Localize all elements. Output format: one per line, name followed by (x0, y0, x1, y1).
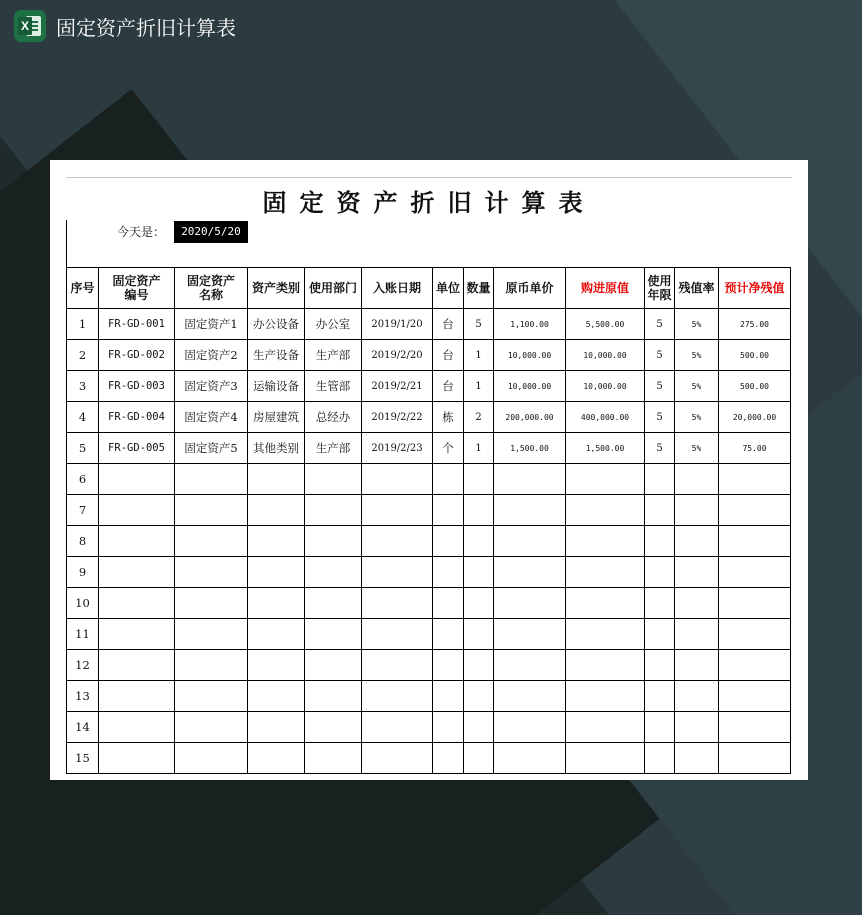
table-cell[interactable] (464, 619, 494, 650)
table-cell[interactable]: 1 (67, 309, 99, 340)
table-cell[interactable]: FR-GD-004 (99, 402, 175, 433)
table-cell[interactable]: 5% (675, 433, 719, 464)
table-cell[interactable] (248, 619, 305, 650)
table-cell[interactable] (464, 495, 494, 526)
table-row (67, 681, 791, 712)
table-cell[interactable] (566, 650, 645, 681)
spreadsheet-page (50, 160, 808, 780)
table-cell[interactable]: 房屋建筑 (248, 402, 305, 433)
table-cell[interactable]: 6 (67, 464, 99, 495)
table-cell[interactable] (248, 557, 305, 588)
table-cell[interactable] (305, 526, 362, 557)
table-cell[interactable] (248, 650, 305, 681)
table-cell[interactable] (645, 526, 675, 557)
table-cell[interactable] (362, 557, 433, 588)
table-cell[interactable] (464, 681, 494, 712)
table-cell[interactable]: 运输设备 (248, 371, 305, 402)
table-cell[interactable] (645, 681, 675, 712)
table-cell[interactable] (175, 495, 248, 526)
table-cell[interactable] (175, 464, 248, 495)
table-cell[interactable]: 生产设备 (248, 340, 305, 371)
table-cell[interactable] (566, 743, 645, 774)
table-cell[interactable] (305, 743, 362, 774)
column-header[interactable] (494, 268, 566, 309)
column-header[interactable] (645, 268, 675, 309)
table-row (67, 743, 791, 774)
table-cell[interactable] (99, 712, 175, 743)
table-cell[interactable]: 400,000.00 (566, 402, 645, 433)
app-title: 固定资产折旧计算表 (56, 15, 236, 40)
table-cell[interactable] (719, 712, 791, 743)
table-cell[interactable]: 总经办 (305, 402, 362, 433)
table-cell[interactable] (433, 681, 464, 712)
column-header[interactable] (67, 268, 99, 309)
table-cell[interactable] (494, 557, 566, 588)
table-cell[interactable] (566, 588, 645, 619)
table-cell[interactable] (719, 681, 791, 712)
table-row (67, 402, 791, 433)
table-cell[interactable]: FR-GD-002 (99, 340, 175, 371)
column-header-text: 入账日期 (372, 281, 421, 295)
table-cell[interactable]: 500.00 (719, 340, 791, 371)
table-cell[interactable] (362, 743, 433, 774)
table-cell[interactable] (645, 619, 675, 650)
table-cell[interactable]: 5 (645, 371, 675, 402)
table-cell[interactable] (305, 557, 362, 588)
table-cell[interactable] (675, 712, 719, 743)
table-cell[interactable] (175, 681, 248, 712)
table-cell[interactable]: 2019/1/20 (362, 309, 433, 340)
table-cell[interactable]: 生产部 (305, 433, 362, 464)
table-cell[interactable]: 2 (464, 402, 494, 433)
table-cell[interactable]: 500.00 (719, 371, 791, 402)
table-cell[interactable] (675, 743, 719, 774)
table-cell[interactable] (175, 588, 248, 619)
table-cell[interactable] (719, 557, 791, 588)
table-cell[interactable] (99, 526, 175, 557)
column-header-text: 固定资产 (186, 274, 235, 288)
table-cell[interactable]: 4 (67, 402, 99, 433)
table-cell[interactable] (362, 588, 433, 619)
table-cell[interactable]: 固定资产1 (175, 309, 248, 340)
table-cell[interactable] (675, 526, 719, 557)
table-cell[interactable] (494, 619, 566, 650)
table-cell[interactable]: 75.00 (719, 433, 791, 464)
table-cell[interactable]: 2019/2/21 (362, 371, 433, 402)
table-cell[interactable] (433, 619, 464, 650)
table-cell[interactable]: 5% (675, 309, 719, 340)
table-cell[interactable] (645, 588, 675, 619)
table-cell[interactable] (675, 650, 719, 681)
table-row (67, 495, 791, 526)
table-cell[interactable]: 9 (67, 557, 99, 588)
column-header-text: 数量 (466, 281, 491, 295)
table-header-row (67, 268, 791, 309)
table-cell[interactable] (494, 588, 566, 619)
table-cell[interactable] (675, 619, 719, 650)
table-cell[interactable]: 台 (433, 340, 464, 371)
table-row (67, 464, 791, 495)
table-cell[interactable] (494, 495, 566, 526)
table-cell[interactable] (645, 557, 675, 588)
table-cell[interactable]: 5 (464, 309, 494, 340)
column-header[interactable] (719, 268, 791, 309)
table-cell[interactable]: 10,000.00 (494, 371, 566, 402)
column-header-text: 预计净残值 (724, 281, 785, 295)
table-cell[interactable]: 2019/2/20 (362, 340, 433, 371)
column-header-text: 编号 (124, 288, 149, 302)
table-cell[interactable] (99, 619, 175, 650)
table-cell[interactable] (433, 464, 464, 495)
table-cell[interactable]: 1,100.00 (494, 309, 566, 340)
table-cell[interactable] (675, 588, 719, 619)
table-cell[interactable] (433, 712, 464, 743)
depreciation-table (66, 267, 791, 774)
table-cell[interactable]: 5 (645, 433, 675, 464)
table-cell[interactable]: 固定资产5 (175, 433, 248, 464)
table-cell[interactable] (99, 557, 175, 588)
table-cell[interactable] (99, 495, 175, 526)
table-cell[interactable] (566, 681, 645, 712)
table-cell[interactable] (248, 681, 305, 712)
table-cell[interactable] (99, 650, 175, 681)
table-cell[interactable] (464, 712, 494, 743)
table-cell[interactable]: 275.00 (719, 309, 791, 340)
table-cell[interactable] (464, 526, 494, 557)
column-header-text: 资产类别 (251, 281, 300, 295)
table-cell[interactable] (248, 495, 305, 526)
column-header[interactable] (566, 268, 645, 309)
table-cell[interactable]: 1 (464, 371, 494, 402)
table-cell[interactable] (305, 650, 362, 681)
column-header[interactable] (362, 268, 433, 309)
table-cell[interactable] (719, 526, 791, 557)
table-cell[interactable] (175, 619, 248, 650)
table-cell[interactable] (305, 681, 362, 712)
column-header[interactable] (433, 268, 464, 309)
table-cell[interactable]: 5 (645, 340, 675, 371)
table-cell[interactable] (675, 464, 719, 495)
table-row (67, 526, 791, 557)
table-cell[interactable] (362, 712, 433, 743)
table-cell[interactable]: 台 (433, 309, 464, 340)
table-cell[interactable] (362, 526, 433, 557)
table-cell[interactable]: 5,500.00 (566, 309, 645, 340)
table-cell[interactable] (675, 557, 719, 588)
table-row (67, 433, 791, 464)
table-cell[interactable] (99, 588, 175, 619)
table-cell[interactable]: 其他类别 (248, 433, 305, 464)
table-cell[interactable]: 10 (67, 588, 99, 619)
table-cell[interactable]: 10,000.00 (566, 371, 645, 402)
table-cell[interactable]: 1,500.00 (494, 433, 566, 464)
table-cell[interactable] (305, 588, 362, 619)
table-cell[interactable]: 台 (433, 371, 464, 402)
table-cell[interactable] (175, 557, 248, 588)
table-cell[interactable]: 固定资产2 (175, 340, 248, 371)
column-header-text: 序号 (70, 281, 95, 295)
table-cell[interactable] (494, 681, 566, 712)
table-cell[interactable] (645, 650, 675, 681)
column-header-text: 单位 (435, 281, 460, 295)
table-cell[interactable] (433, 495, 464, 526)
table-cell[interactable] (362, 681, 433, 712)
table-cell[interactable]: 固定资产3 (175, 371, 248, 402)
table-cell[interactable] (566, 495, 645, 526)
table-cell[interactable] (566, 557, 645, 588)
table-cell[interactable]: 10,000.00 (494, 340, 566, 371)
table-cell[interactable] (464, 464, 494, 495)
table-cell[interactable]: 1,500.00 (566, 433, 645, 464)
table-cell[interactable] (719, 588, 791, 619)
column-header-text: 使用部门 (308, 281, 357, 295)
table-cell[interactable] (645, 743, 675, 774)
table-cell[interactable] (494, 712, 566, 743)
table-cell[interactable]: 生管部 (305, 371, 362, 402)
table-cell[interactable] (305, 464, 362, 495)
table-cell[interactable] (248, 712, 305, 743)
table-cell[interactable] (305, 712, 362, 743)
table-cell[interactable]: 8 (67, 526, 99, 557)
table-cell[interactable]: 5 (645, 309, 675, 340)
table-cell[interactable]: 栋 (433, 402, 464, 433)
column-header[interactable] (675, 268, 719, 309)
table-cell[interactable]: 1 (464, 340, 494, 371)
table-cell[interactable] (248, 464, 305, 495)
table-cell[interactable]: 2019/2/23 (362, 433, 433, 464)
table-cell[interactable]: 15 (67, 743, 99, 774)
table-cell[interactable] (464, 588, 494, 619)
table-cell[interactable]: 14 (67, 712, 99, 743)
table-cell[interactable] (719, 495, 791, 526)
border-line (66, 220, 67, 268)
table-cell[interactable]: 固定资产4 (175, 402, 248, 433)
excel-icon: X (14, 10, 46, 42)
table-row (67, 619, 791, 650)
table-row (67, 650, 791, 681)
table-cell[interactable] (566, 464, 645, 495)
date-label: 今天是： (117, 225, 166, 239)
table-cell[interactable]: 5% (675, 402, 719, 433)
table-cell[interactable]: 12 (67, 650, 99, 681)
table-cell[interactable] (433, 650, 464, 681)
table-cell[interactable] (494, 743, 566, 774)
table-cell[interactable]: 5% (675, 371, 719, 402)
column-header-text: 名称 (198, 288, 223, 302)
table-cell[interactable] (248, 743, 305, 774)
table-row (67, 371, 791, 402)
table-cell[interactable] (719, 619, 791, 650)
table-cell[interactable] (566, 619, 645, 650)
column-header[interactable] (248, 268, 305, 309)
table-cell[interactable] (675, 495, 719, 526)
app-header (14, 10, 236, 42)
table-cell[interactable] (433, 588, 464, 619)
date-value-cell[interactable]: 2020/5/20 (174, 221, 248, 243)
column-header-text: 固定资产 (112, 274, 161, 288)
table-cell[interactable] (175, 650, 248, 681)
column-header[interactable] (464, 268, 494, 309)
table-cell[interactable] (362, 464, 433, 495)
column-header[interactable] (305, 268, 362, 309)
table-cell[interactable]: 13 (67, 681, 99, 712)
page-rule (66, 177, 792, 178)
table-cell[interactable]: 1 (464, 433, 494, 464)
table-cell[interactable] (99, 743, 175, 774)
table-cell[interactable]: 20,000.00 (719, 402, 791, 433)
column-header-text: 残值率 (678, 281, 715, 295)
table-cell[interactable] (645, 495, 675, 526)
document-title: 固定资产折旧计算表 (262, 188, 596, 217)
table-cell[interactable] (99, 464, 175, 495)
table-cell[interactable]: FR-GD-001 (99, 309, 175, 340)
table-cell[interactable] (719, 650, 791, 681)
table-cell[interactable] (175, 743, 248, 774)
table-cell[interactable]: 5 (67, 433, 99, 464)
table-cell[interactable] (433, 526, 464, 557)
table-cell[interactable] (464, 743, 494, 774)
column-header-text: 购进原值 (580, 281, 629, 295)
table-cell[interactable]: 5% (675, 340, 719, 371)
table-cell[interactable]: 5 (645, 402, 675, 433)
table-cell[interactable] (464, 557, 494, 588)
table-cell[interactable]: 个 (433, 433, 464, 464)
table-cell[interactable]: FR-GD-005 (99, 433, 175, 464)
table-cell[interactable] (175, 712, 248, 743)
column-header[interactable] (99, 268, 175, 309)
table-cell[interactable] (433, 557, 464, 588)
table-cell[interactable] (494, 526, 566, 557)
table-cell[interactable] (99, 681, 175, 712)
table-cell[interactable] (362, 650, 433, 681)
table-row (67, 340, 791, 371)
table-cell[interactable]: 3 (67, 371, 99, 402)
table-cell[interactable]: 11 (67, 619, 99, 650)
column-header-text: 使用 (647, 274, 672, 288)
table-row (67, 557, 791, 588)
table-cell[interactable]: FR-GD-003 (99, 371, 175, 402)
table-cell[interactable] (494, 464, 566, 495)
table-cell[interactable]: 10,000.00 (566, 340, 645, 371)
table-cell[interactable]: 办公室 (305, 309, 362, 340)
table-cell[interactable] (305, 495, 362, 526)
table-cell[interactable] (494, 650, 566, 681)
table-cell[interactable]: 7 (67, 495, 99, 526)
table-cell[interactable] (248, 588, 305, 619)
column-header-text: 年限 (647, 288, 672, 302)
table-cell[interactable] (305, 619, 362, 650)
table-cell[interactable] (675, 681, 719, 712)
table-cell[interactable]: 200,000.00 (494, 402, 566, 433)
table-cell[interactable] (248, 526, 305, 557)
column-header-text: 原币单价 (505, 281, 554, 295)
table-row (67, 588, 791, 619)
table-row (67, 712, 791, 743)
column-header[interactable] (175, 268, 248, 309)
table-cell[interactable] (645, 464, 675, 495)
table-cell[interactable] (645, 712, 675, 743)
table-cell[interactable] (362, 495, 433, 526)
table-cell[interactable]: 2019/2/22 (362, 402, 433, 433)
table-cell[interactable]: 生产部 (305, 340, 362, 371)
table-cell[interactable] (719, 743, 791, 774)
table-cell[interactable]: 2 (67, 340, 99, 371)
table-cell[interactable] (719, 464, 791, 495)
table-cell[interactable] (175, 526, 248, 557)
table-cell[interactable] (566, 712, 645, 743)
table-cell[interactable] (464, 650, 494, 681)
table-cell[interactable]: 办公设备 (248, 309, 305, 340)
table-cell[interactable] (362, 619, 433, 650)
table-cell[interactable] (566, 526, 645, 557)
table-row (67, 309, 791, 340)
table-cell[interactable] (433, 743, 464, 774)
